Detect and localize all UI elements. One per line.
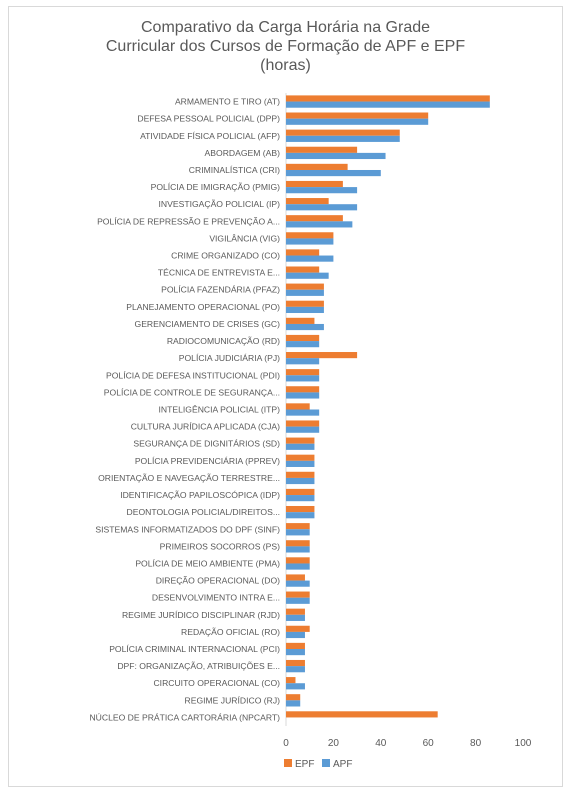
bar-apf <box>286 375 319 381</box>
bar-epf <box>286 403 310 409</box>
bar-epf <box>286 455 314 461</box>
category-label: INTELIGÊNCIA POLICIAL (ITP) <box>158 404 280 415</box>
bar-epf <box>286 677 295 683</box>
category-label: DPF: ORGANIZAÇÃO, ATRIBUIÇÕES E... <box>117 661 280 672</box>
chart-title-line-1: Comparativo da Carga Horária na Grade <box>140 19 431 36</box>
bar-apf <box>286 512 314 518</box>
bar-apf <box>286 427 319 433</box>
category-label: ABORDAGEM (AB) <box>204 147 280 158</box>
x-tick-label: 0 <box>283 738 289 749</box>
bar-apf <box>286 410 319 416</box>
category-label: POLÍCIA DE REPRESSÃO E PREVENÇÃO A... <box>97 216 280 227</box>
chart-title-line-3: (horas) <box>260 57 311 74</box>
bar-apf <box>286 170 381 176</box>
bar-epf <box>286 198 329 204</box>
category-label: REDAÇÃO OFICIAL (RO) <box>181 626 280 637</box>
bar-epf <box>286 266 319 272</box>
bar-epf <box>286 181 343 187</box>
legend-swatch-apf <box>322 759 330 767</box>
bar-epf <box>286 335 319 341</box>
bar-apf <box>286 563 310 569</box>
category-label: SEGURANÇA DE DIGNITÁRIOS (SD) <box>133 438 280 449</box>
bar-apf <box>286 358 319 364</box>
bar-epf <box>286 711 438 717</box>
bar-epf <box>286 557 310 563</box>
category-label: POLÍCIA DE MEIO AMBIENTE (PMA) <box>135 558 280 569</box>
bar-apf <box>286 136 400 142</box>
category-label: VIGILÂNCIA (VIG) <box>209 233 280 244</box>
bar-apf <box>286 700 300 706</box>
bar-epf <box>286 249 319 255</box>
bar-epf <box>286 694 300 700</box>
category-label: CIRCUITO OPERACIONAL (CO) <box>153 678 280 689</box>
bar-epf <box>286 164 348 170</box>
bar-apf <box>286 221 352 227</box>
bar-apf <box>286 615 305 621</box>
legend-label-epf: EPF <box>295 759 315 770</box>
bar-epf <box>286 660 305 666</box>
bar-apf <box>286 444 314 450</box>
category-label: RADIOCOMUNICAÇÃO (RD) <box>166 336 280 347</box>
bar-epf <box>286 386 319 392</box>
bar-epf <box>286 352 357 358</box>
bar-epf <box>286 626 310 632</box>
bar-apf <box>286 546 310 552</box>
bar-apf <box>286 153 386 159</box>
bar-apf <box>286 495 314 501</box>
bar-epf <box>286 232 333 238</box>
bar-apf <box>286 324 324 330</box>
category-label: DEFESA PESSOAL POLICIAL (DPP) <box>137 113 280 124</box>
x-tick-label: 60 <box>422 738 434 749</box>
category-label: DESENVOLVIMENTO INTRA E... <box>151 592 280 603</box>
x-tick-label: 100 <box>514 738 532 749</box>
category-label: POLÍCIA CRIMINAL INTERNACIONAL (PCI) <box>109 644 280 655</box>
category-label: GERENCIAMENTO DE CRISES (GC) <box>134 318 280 329</box>
category-label: ATIVIDADE FÍSICA POLICIAL (AFP) <box>140 130 280 141</box>
bar-epf <box>286 609 305 615</box>
bar-epf <box>286 420 319 426</box>
category-label: POLÍCIA DE IMIGRAÇÃO (PMIG) <box>150 182 280 193</box>
bar-epf <box>286 95 490 101</box>
bar-apf <box>286 102 490 108</box>
category-label: POLÍCIA FAZENDÁRIA (PFAZ) <box>161 284 280 295</box>
category-label: POLÍCIA DE CONTROLE DE SEGURANÇA... <box>103 387 280 398</box>
bar-epf <box>286 489 314 495</box>
bar-apf <box>286 204 357 210</box>
chart-title-line-2: Curricular dos Cursos de Formação de APF e EPF <box>105 38 466 55</box>
category-label: POLÍCIA JUDICIÁRIA (PJ) <box>178 353 280 364</box>
bar-epf <box>286 574 305 580</box>
category-label: NÚCLEO DE PRÁTICA CARTORÁRIA (NPCART) <box>89 712 280 723</box>
bar-apf <box>286 529 310 535</box>
bar-apf <box>286 238 333 244</box>
bar-apf <box>286 581 310 587</box>
bar-apf <box>286 119 428 125</box>
bar-epf <box>286 369 319 375</box>
bar-epf <box>286 147 357 153</box>
bar-epf <box>286 130 400 136</box>
bar-epf <box>286 284 324 290</box>
x-tick-label: 40 <box>375 738 387 749</box>
bar-apf <box>286 290 324 296</box>
x-tick-label: 20 <box>327 738 339 749</box>
bar-epf <box>286 113 428 119</box>
category-label: DEONTOLOGIA POLICIAL/DIREITOS... <box>126 507 280 518</box>
bar-apf <box>286 256 333 262</box>
category-label: INVESTIGAÇÃO POLICIAL (IP) <box>158 199 280 210</box>
bar-apf <box>286 683 305 689</box>
bar-epf <box>286 592 310 598</box>
category-label: REGIME JURÍDICO DISCIPLINAR (RJD) <box>121 609 280 620</box>
category-label: PLANEJAMENTO OPERACIONAL (PO) <box>126 301 280 312</box>
bar-apf <box>286 649 305 655</box>
bar-apf <box>286 461 314 467</box>
bar-epf <box>286 438 314 444</box>
bar-epf <box>286 215 343 221</box>
bar-apf <box>286 341 319 347</box>
legend-label-apf: APF <box>333 759 353 770</box>
category-label: PRIMEIROS SOCORROS (PS) <box>159 541 280 552</box>
category-label: POLÍCIA DE DEFESA INSTITUCIONAL (PDI) <box>106 370 280 381</box>
bar-epf <box>286 643 305 649</box>
category-label: POLÍCIA PREVIDENCIÁRIA (PPREV) <box>134 455 280 466</box>
legend-swatch-epf <box>284 759 292 767</box>
category-label: ORIENTAÇÃO E NAVEGAÇÃO TERRESTRE... <box>98 472 280 483</box>
bar-epf <box>286 506 314 512</box>
category-label: CRIMINALÍSTICA (CRI) <box>188 164 280 175</box>
category-label: CULTURA JURÍDICA APLICADA (CJA) <box>130 421 280 432</box>
bar-apf <box>286 273 329 279</box>
bar-epf <box>286 301 324 307</box>
x-tick-label: 80 <box>470 738 482 749</box>
category-label: TÉCNICA DE ENTREVISTA E... <box>157 267 280 278</box>
bar-apf <box>286 632 305 638</box>
category-label: DIREÇÃO OPERACIONAL (DO) <box>155 575 280 586</box>
category-label: SISTEMAS INFORMATIZADOS DO DPF (SINF) <box>95 524 280 535</box>
bar-apf <box>286 598 310 604</box>
bar-apf <box>286 307 324 313</box>
bar-apf <box>286 666 305 672</box>
category-label: IDENTIFICAÇÃO PAPILOSCÓPICA (IDP) <box>120 490 280 501</box>
category-label: REGIME JURÍDICO (RJ) <box>184 695 280 706</box>
category-label: CRIME ORGANIZADO (CO) <box>171 250 280 261</box>
category-label: ARMAMENTO E TIRO (AT) <box>174 96 280 107</box>
bar-apf <box>286 478 314 484</box>
bar-epf <box>286 540 310 546</box>
bar-apf <box>286 392 319 398</box>
bar-apf <box>286 187 357 193</box>
bar-epf <box>286 318 314 324</box>
bar-epf <box>286 523 310 529</box>
bar-epf <box>286 472 314 478</box>
